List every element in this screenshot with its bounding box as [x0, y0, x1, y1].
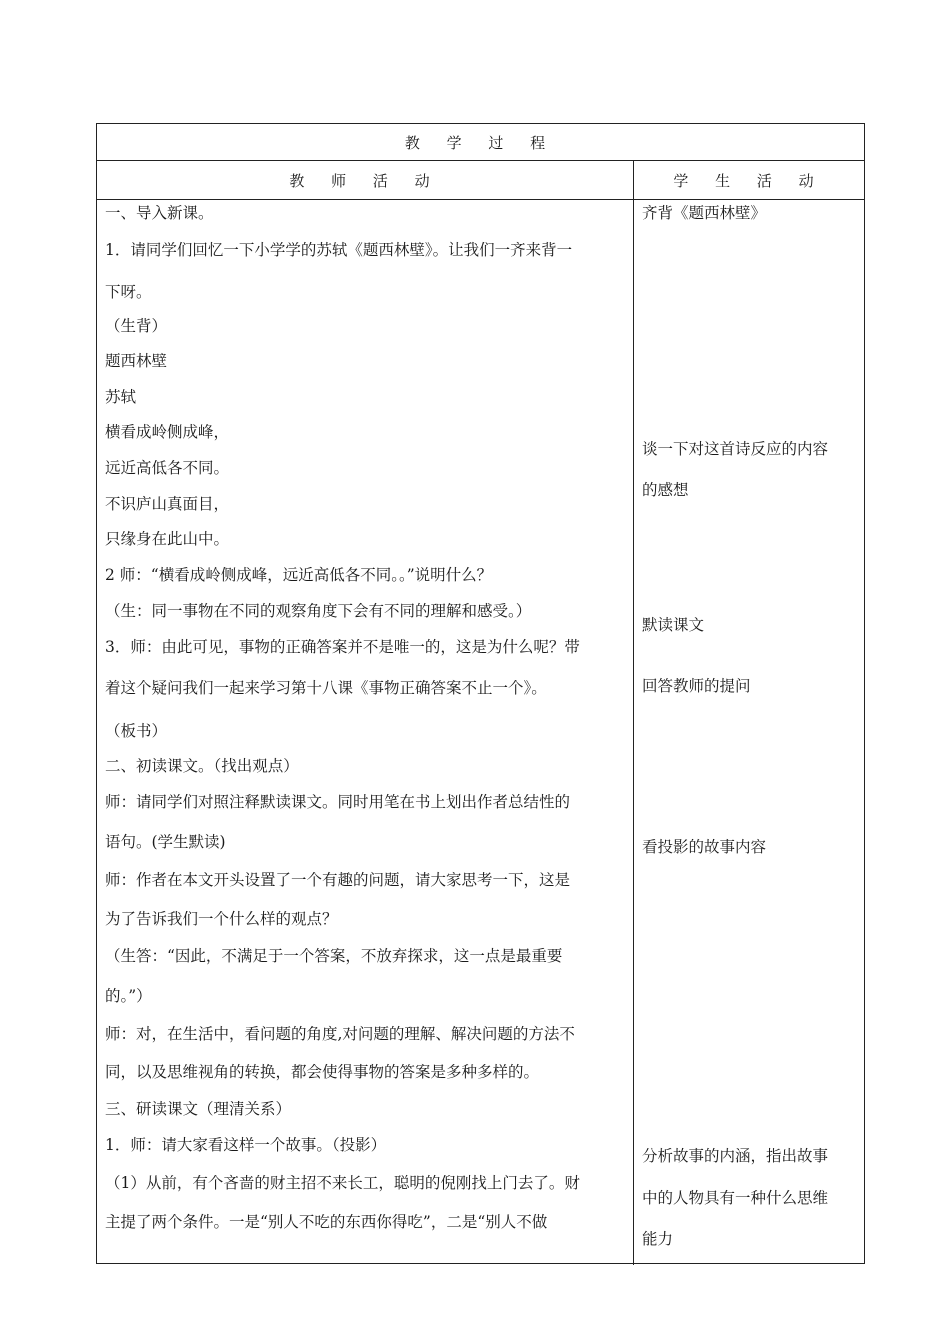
student-line: 回答教师的提问	[642, 677, 751, 695]
student-activity-header: 学 生 活 动	[673, 171, 825, 190]
teacher-line: 横看成岭侧成峰，	[105, 423, 230, 441]
column-divider	[633, 161, 634, 1265]
teacher-line: 1．请同学们回忆一下小学学的苏轼《题西林壁》。让我们一齐来背一	[105, 241, 573, 259]
student-line: 的感想	[642, 481, 689, 499]
student-line: 中的人物具有一种什么思维	[642, 1189, 829, 1207]
teacher-line: 师：对，在生活中，看问题的角度,对问题的理解、解决问题的方法不	[105, 1025, 575, 1043]
student-line: 齐背《题西林壁》	[642, 204, 767, 222]
student-line: 看投影的故事内容	[642, 838, 767, 856]
teacher-line: 只缘身在此山中。	[105, 530, 230, 548]
teacher-line: 不识庐山真面目，	[105, 495, 230, 513]
teacher-line: 1．师：请大家看这样一个故事。（投影）	[105, 1136, 387, 1154]
teacher-line: （生答：“因此，不满足于一个答案，不放弃探求，这一点是最重要	[105, 947, 563, 965]
teacher-line: 师：作者在本文开头设置了一个有趣的问题，请大家思考一下，这是	[105, 871, 571, 889]
teacher-line: 三、研读课文（理清关系）	[105, 1100, 292, 1118]
teacher-line: 2 师：“横看成岭侧成峰，远近高低各不同。。”说明什么？	[105, 566, 493, 584]
teacher-line: （生背）	[105, 317, 168, 335]
table-header-row	[97, 161, 864, 200]
teacher-line: 下呀。	[105, 283, 152, 301]
teacher-line: 师：请同学们对照注释默读课文。同时用笔在书上划出作者总结性的	[105, 793, 571, 811]
teacher-line: （板书）	[105, 722, 168, 740]
student-line: 默读课文	[642, 616, 705, 634]
teacher-line: 主提了两个条件。一是“别人不吃的东西你得吃”，二是“别人不做	[105, 1213, 548, 1231]
teacher-line: 一、导入新课。	[105, 204, 214, 222]
teacher-line: （生：同一事物在不同的观察角度下会有不同的理解和感受。）	[105, 602, 532, 620]
teacher-line: 语句。(学生默读)	[105, 833, 226, 851]
teacher-line: 同，以及思维视角的转换，都会使得事物的答案是多种多样的。	[105, 1063, 540, 1081]
teacher-line: 苏轼	[105, 388, 137, 406]
teacher-line: 二、初读课文。（找出观点）	[105, 757, 299, 775]
teacher-line: 的。”）	[105, 987, 152, 1005]
teacher-line: （1）从前，有个吝啬的财主招不来长工，聪明的倪刚找上门去了。财	[105, 1174, 580, 1192]
lesson-process-table	[96, 123, 865, 1264]
student-line: 谈一下对这首诗反应的内容	[642, 440, 829, 458]
teacher-line: 为了告诉我们一个什么样的观点？	[105, 910, 338, 928]
teacher-line: 3．师：由此可见，事物的正确答案并不是唯一的，这是为什么呢？带	[105, 638, 580, 656]
table-title: 教 学 过 程	[97, 124, 864, 161]
student-line: 分析故事的内涵，指出故事	[642, 1147, 829, 1165]
teacher-line: 远近高低各不同。	[105, 459, 230, 477]
teacher-activity-header: 教 师 活 动	[289, 171, 441, 190]
teacher-line: 着这个疑问我们一起来学习第十八课《事物正确答案不止一个》。	[105, 679, 547, 697]
teacher-line: 题西林壁	[105, 352, 168, 370]
student-line: 能力	[642, 1230, 674, 1248]
